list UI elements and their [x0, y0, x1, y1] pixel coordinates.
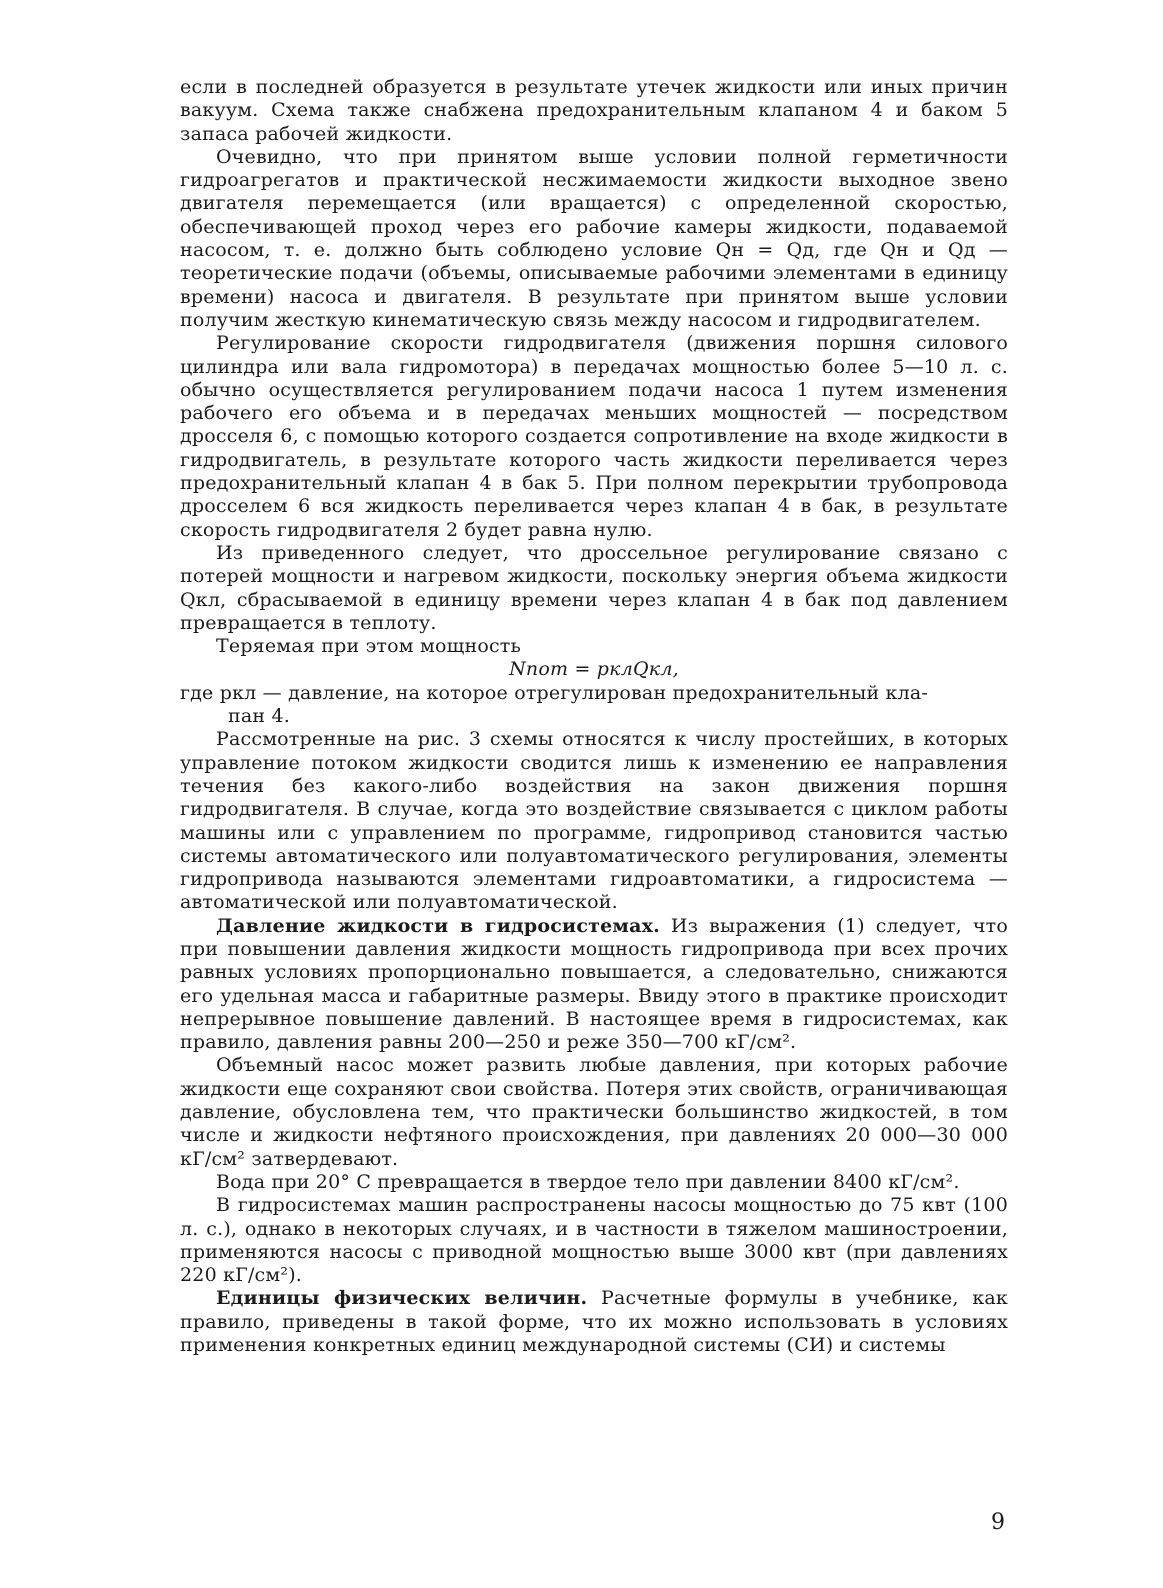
body-text — [180, 76, 1008, 1357]
paragraph-lost-power: Теряемая при этом мощность — [216, 635, 522, 658]
formula-lost-power: Nпот = pклQкл, — [509, 658, 679, 681]
page-number: 9 — [991, 1510, 1005, 1535]
units-text: Расчетные формулы в учебнике, как правило, приведены в такой форме, что их можно использовать в условиях применения конкретных единиц международной системы (СИ) и системы — [180, 1287, 1008, 1357]
section-heading-pressure: Давление жидкости в гидросистемах. — [216, 914, 660, 937]
formula-where — [180, 682, 1008, 729]
paragraph-water: Вода при 20° С превращается в твердое тело при давлении 8400 кГ/см². — [216, 1170, 960, 1193]
paragraph-continued: если в последней образуется в результате утечек жидкости или иных причин вакуум. Схема также снабжена предохранительным клапаном 4 и баком 5 запаса рабочей жидкости. — [180, 76, 1008, 145]
paragraph-volumetric-pump: Объемный насос может развить любые давления, при которых рабочие жидкости еще сохраняют свои свойства. Потеря этих свойств, ограничивающая давление, обусловлена тем, что практически большинство жидкостей, в том числе и жидкости нефтяного происхождения, при давлениях 20 000—30 000 кГ/см² затвердевают. — [180, 1054, 1008, 1170]
section-heading-units: Единицы физических величин. — [216, 1287, 588, 1310]
formula-where-line1: где pкл — давление, на которое отрегулирован предохранительный кла- — [180, 681, 929, 704]
paragraph-pressure — [180, 915, 1008, 1055]
paragraph-speed-regulation: Регулирование скорости гидродвигателя (движения поршня силового цилиндра или вала гидромотора) в передачах мощностью более 5—10 л. с. обычно осуществляется регулированием подачи насоса 1 путем изменения рабочего его объема и в передачах меньших мощностей — посредством дросселя 6, с помощью которого создается сопротивление на входе жидкости в гидродвигатель, в результате которого часть жидкости переливается через предохранительный клапан 4 в бак 5. При полном перекрытии трубопровода дросселем 6 вся жидкость переливается через клапан 4 в бак, в результате скорость гидродвигателя 2 будет равна нулю. — [180, 332, 1008, 541]
pressure-text: Из выражения (1) следует, что при повышении давления жидкости мощность гидропривода при всех прочих равных условиях пропорционально повышается, а следовательно, снижаются его удельная масса и габаритные размеры. Ввиду этого в практике происходит непрерывное повышение давлений. В настоящее время в гидросистемах, как правило, давления равны 200—250 и реже 350—700 кГ/см². — [180, 914, 1008, 1054]
paragraph-simple-schemes: Рассмотренные на рис. 3 схемы относятся к числу простейших, в которых управление потоком жидкости сводится лишь к изменению ее направления течения без какого-либо воздействия на закон движения поршня гидродвигателя. В случае, когда это воздействие связывается с циклом работы машины или с управлением по программе, гидропривод становится частью системы автоматического или полуавтоматического регулирования, элементы гидропривода называются элементами гидроавтоматики, а гидросистема — автоматической или полуавтоматической. — [180, 728, 1008, 914]
paragraph-throttle-loss: Из приведенного следует, что дроссельное регулирование связано с потерей мощности и нагревом жидкости, поскольку энергия объема жидкости Qкл, сбрасываемой в единицу времени через клапан 4 в бак под давлением превращается в теплоту. — [180, 541, 1008, 634]
paragraph-pump-power: В гидросистемах машин распространены насосы мощностью до 75 квт (100 л. с.), однако в некоторых случаях, и в частности в тяжелом машиностроении, применяются насосы с приводной мощностью выше 3000 квт (при давлениях 220 кГ/см²). — [180, 1194, 1008, 1287]
paragraph-hermeticity: Очевидно, что при принятом выше условии полной герметичности гидроагрегатов и практической несжимаемости жидкости выходное звено двигателя перемещается (или вращается) с определенной скоростью, обеспечивающей проход через его рабочие камеры жидкости, подаваемой насосом, т. е. должно быть соблюдено условие Qн = Qд, где Qн и Qд — теоретические подачи (объемы, описываемые рабочими элементами в единицу времени) насоса и двигателя. В результате при принятом выше условии получим жесткую кинематическую связь между насосом и гидродвигателем. — [180, 145, 1008, 331]
formula-where-line2: пан 4. — [228, 705, 291, 728]
paragraph-units — [180, 1287, 1008, 1357]
